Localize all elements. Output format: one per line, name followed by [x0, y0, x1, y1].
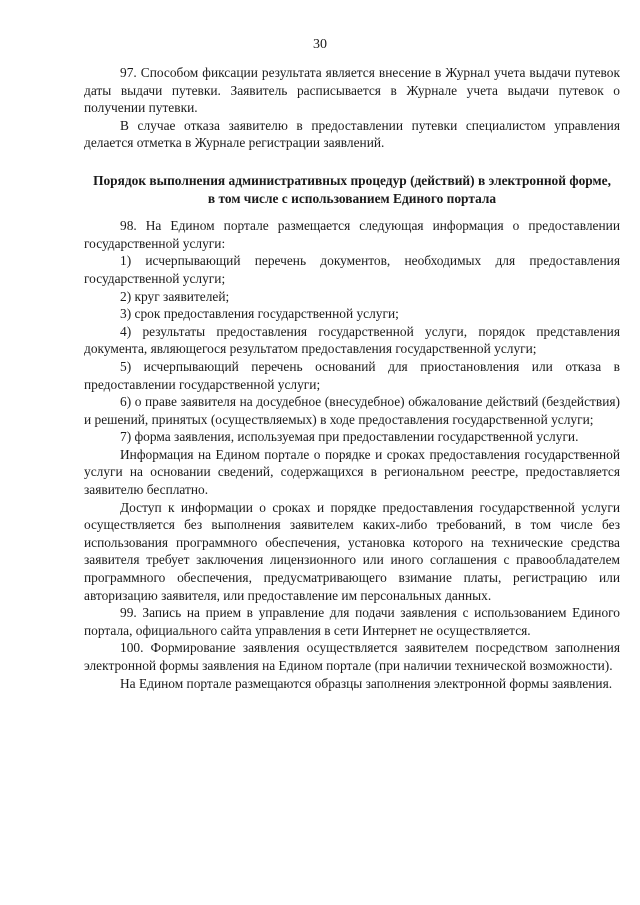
- paragraph-info-free: Информация на Едином портале о порядке и сроках предоставления государственной услуги на основании сведений, содержащихся в региональном реестре, предоставляется заявителю бесплатно.: [84, 446, 620, 498]
- list-item-3: 3) срок предоставления государственной услуги;: [120, 306, 399, 322]
- document-body: [84, 64, 620, 692]
- paragraph-100: 100. Формирование заявления осуществляется заявителем посредством заполнения электронной формы заявления на Едином портале (при наличии технической возможности).: [84, 640, 620, 673]
- section-heading: Порядок выполнения административных процедур (действий) в электронной форме, в том числе с использованием Единого портала: [93, 172, 611, 206]
- list-item-1: 1) исчерпывающий перечень документов, необходимых для предоставления государственной услуги;: [84, 253, 620, 286]
- list-item-5: 5) исчерпывающий перечень оснований для приостановления или отказа в предоставлении государственной услуги;: [84, 358, 620, 392]
- list-item-6: 6) о праве заявителя на досудебное (внесудебное) обжалование действий (бездействия) и решений, принятых (осуществляемых) в ходе предоставления государственной услуги;: [84, 394, 620, 427]
- list-item-7: 7) форма заявления, используемая при предоставлении государственной услуги.: [120, 429, 579, 445]
- paragraph-99: 99. Запись на прием в управление для подачи заявления с использованием Единого портала, официального сайта управления в сети Интернет не осуществляется.: [84, 605, 620, 638]
- list-item-2: 2) круг заявителей;: [120, 288, 230, 304]
- paragraph-refusal-note: В случае отказа заявителю в предоставлении путевки специалистом управления делается отметка в Журнале регистрации заявлений.: [84, 117, 620, 151]
- paragraph-98: 98. На Едином портале размещается следующая информация о предоставлении государственной услуги:: [84, 218, 620, 251]
- page-number: 30: [313, 37, 327, 52]
- list-item-4: 4) результаты предоставления государственной услуги, порядок представления документа, являющегося результатом предоставления государственной услуги;: [84, 323, 620, 357]
- paragraph-access: Доступ к информации о сроках и порядке предоставления государственной услуги осуществляется без выполнения заявителем каких-либо требований, в том числе без использования программного обеспечения, установка которого на технические средства заявителя требует заключения лицензионного или иного соглашения с правообладателем программного обеспечения, предусматривающего взимание платы, регистрацию или авторизацию заявителя, или предоставление им персональных данных.: [84, 499, 620, 603]
- paragraph-97: 97. Способом фиксации результата является внесение в Журнал учета выдачи путевок даты выдачи путевки. Заявитель расписывается в Журнале учета выдачи путевок о получении путевки.: [84, 65, 620, 116]
- paragraph-samples: На Едином портале размещаются образцы заполнения электронной формы заявления.: [120, 675, 613, 691]
